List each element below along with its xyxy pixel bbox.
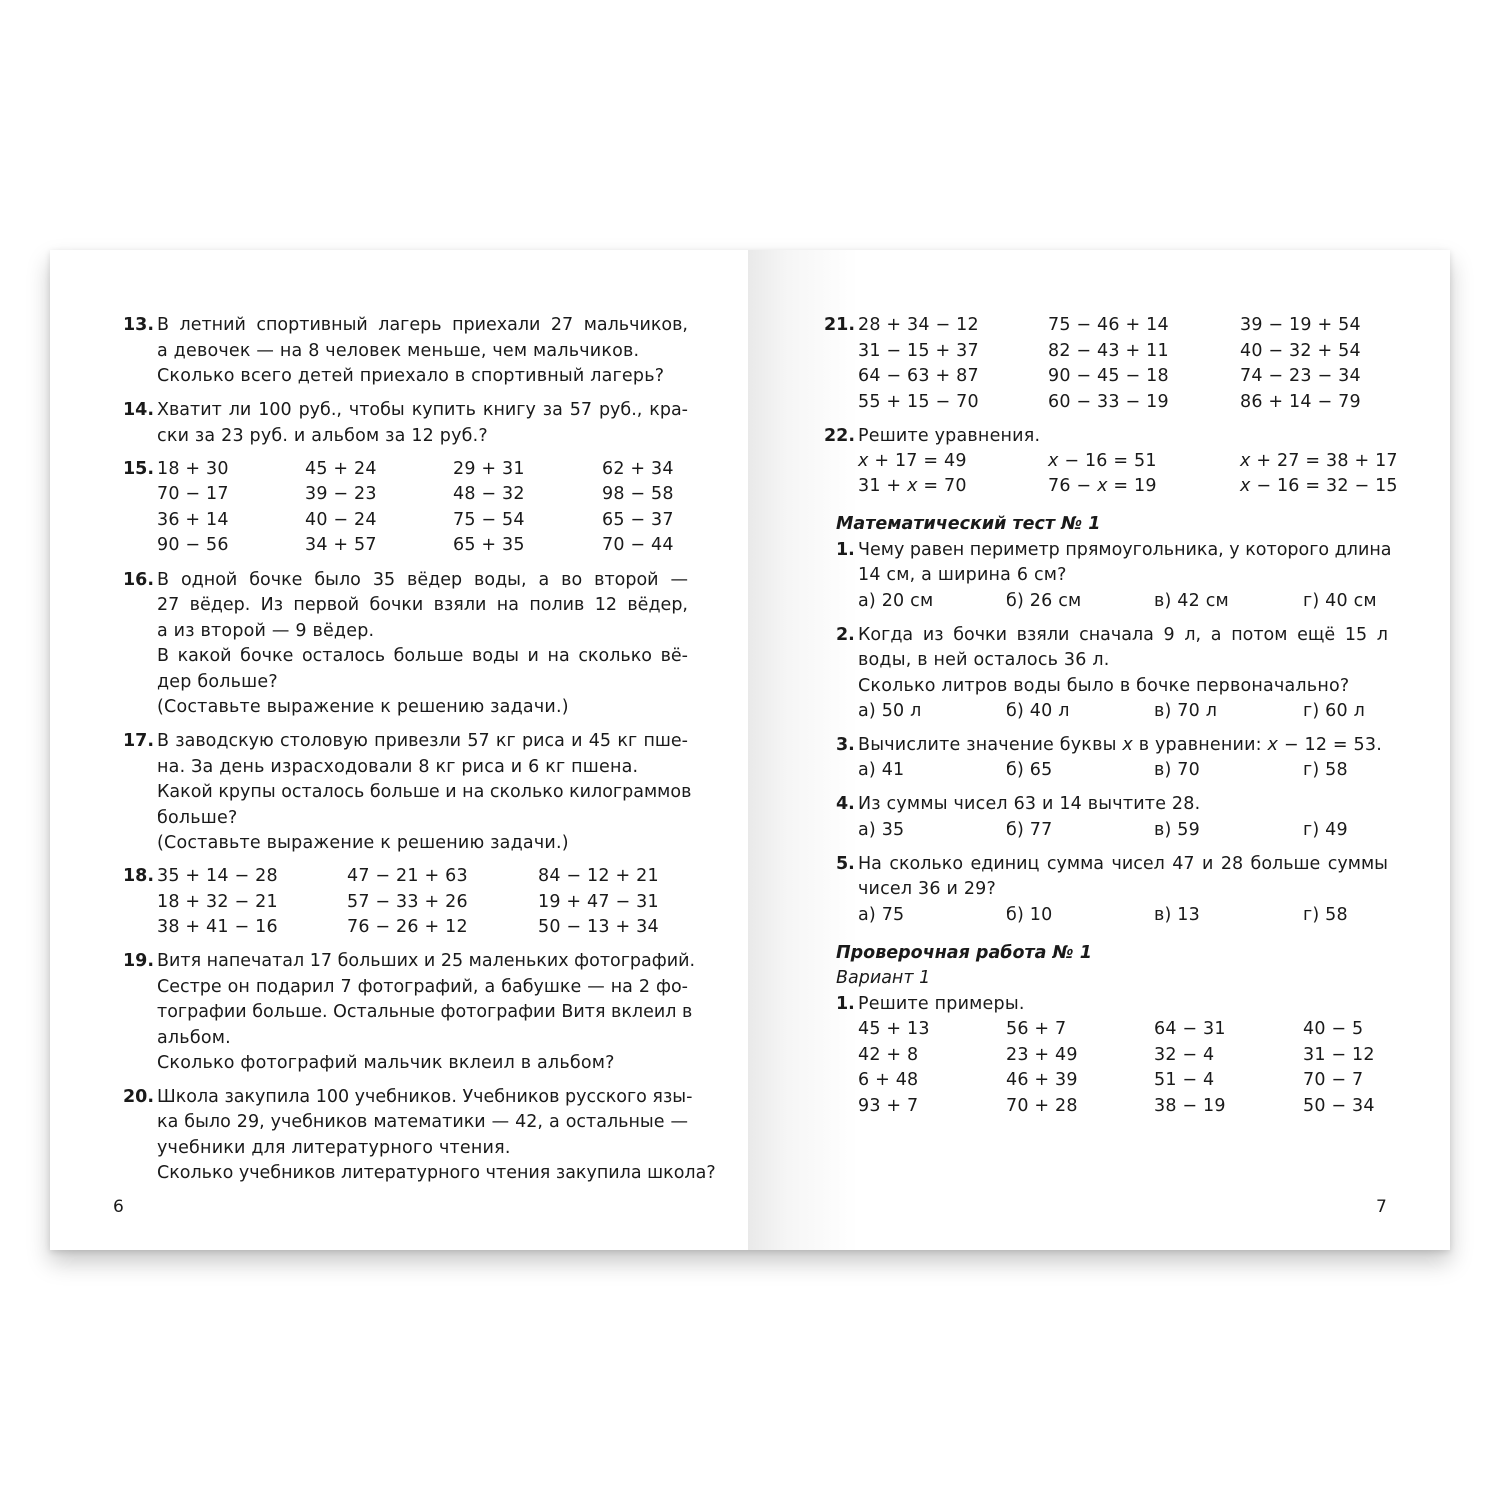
expression: 32 − 4: [1154, 1045, 1215, 1065]
equation: [858, 474, 967, 499]
task-text-line: Школа закупила 100 учебников. Учебников русского язы-: [157, 1087, 693, 1107]
variable: x: [1097, 476, 1108, 496]
expression: 64 − 63 + 87: [858, 366, 979, 386]
expression: 90 − 45 − 18: [1048, 366, 1169, 386]
answer-option[interactable]: г) 58: [1303, 760, 1348, 780]
expression: 40 − 5: [1303, 1019, 1364, 1039]
expression: 6 + 48: [858, 1070, 919, 1090]
task-text-line: Хватит ли 100 руб., чтобы купить книгу за 57 руб., кра-: [157, 400, 688, 420]
question-text-part: в уравнении:: [1132, 735, 1268, 755]
task-text-line: (Составьте выражение к решению задачи.): [157, 833, 569, 853]
variable: x: [1048, 451, 1059, 471]
task-text-line: больше?: [157, 808, 238, 828]
expression: 84 − 12 + 21: [538, 866, 659, 886]
task-number: 1.: [836, 994, 855, 1014]
expression: 55 + 15 − 70: [858, 392, 979, 412]
equation: [858, 449, 967, 474]
equation-rest: = 70: [917, 476, 967, 496]
answer-option[interactable]: а) 20 см: [858, 591, 934, 611]
task-text-line: Сестре он подарил 7 фотографий, а бабушке — на 2 фо-: [157, 977, 688, 997]
expression: 40 − 24: [305, 510, 377, 530]
task-number: 15.: [123, 459, 155, 479]
expression: 29 + 31: [453, 459, 525, 479]
task-text-line: ски за 23 руб. и альбом за 12 руб.?: [157, 426, 488, 446]
expression: 65 + 35: [453, 535, 525, 555]
equation: [1048, 449, 1157, 474]
expression: 18 + 32 − 21: [157, 892, 278, 912]
expression: 34 + 57: [305, 535, 377, 555]
question-text-line: Когда из бочки взяли сначала 9 л, а потом ещё 15 л: [858, 625, 1388, 645]
answer-option[interactable]: б) 65: [1006, 760, 1053, 780]
task-text-line: а из второй — 9 вёдер.: [157, 621, 375, 641]
answer-option[interactable]: а) 35: [858, 820, 905, 840]
task-number: 17.: [123, 731, 155, 751]
task-text-line: В летний спортивный лагерь приехали 27 мальчиков,: [157, 315, 688, 335]
task-text-line: В заводскую столовую привезли 57 кг риса и 45 кг пше-: [157, 731, 688, 751]
task-number: 16.: [123, 570, 155, 590]
expression: 51 − 4: [1154, 1070, 1215, 1090]
expression: 38 − 19: [1154, 1096, 1226, 1116]
question-text-line: 14 см, а ширина 6 см?: [858, 565, 1067, 585]
expression: 31 − 15 + 37: [858, 341, 979, 361]
expression: 19 + 47 − 31: [538, 892, 659, 912]
task-text-line: тографии больше. Остальные фотографии Витя вклеил в: [157, 1002, 693, 1022]
expression: 64 − 31: [1154, 1019, 1226, 1039]
answer-option[interactable]: г) 60 л: [1303, 701, 1366, 721]
question-number: 2.: [836, 625, 855, 645]
expression: 28 + 34 − 12: [858, 315, 979, 335]
book-spread: [50, 250, 1450, 1250]
expression: 82 − 43 + 11: [1048, 341, 1169, 361]
question-text-line: чисел 36 и 29?: [858, 879, 996, 899]
expression: 35 + 14 − 28: [157, 866, 278, 886]
answer-option[interactable]: б) 10: [1006, 905, 1053, 925]
equation-rest: = 19: [1107, 476, 1157, 496]
equation-rest: + 27 = 38 + 17: [1250, 451, 1398, 471]
answer-option[interactable]: б) 26 см: [1006, 591, 1082, 611]
variable: x: [1122, 735, 1133, 755]
task-text-line: Какой крупы осталось больше и на сколько килограммов: [157, 782, 692, 802]
expression: 42 + 8: [858, 1045, 919, 1065]
task-text-line: дер больше?: [157, 672, 278, 692]
answer-option[interactable]: а) 50 л: [858, 701, 922, 721]
expression: 40 − 32 + 54: [1240, 341, 1361, 361]
task-text-line: Витя напечатал 17 больших и 25 маленьких фотографий.: [157, 951, 696, 971]
expression: 90 − 56: [157, 535, 229, 555]
answer-option[interactable]: а) 41: [858, 760, 905, 780]
expression: 75 − 54: [453, 510, 525, 530]
equation: [1048, 474, 1157, 499]
task-number: 22.: [824, 426, 856, 446]
expression: 98 − 58: [602, 484, 674, 504]
expression: 31 − 12: [1303, 1045, 1375, 1065]
answer-option[interactable]: г) 40 см: [1303, 591, 1377, 611]
expression: 70 − 17: [157, 484, 229, 504]
expression: 74 − 23 − 34: [1240, 366, 1361, 386]
task-text-line: альбом.: [157, 1028, 231, 1048]
answer-option[interactable]: в) 59: [1154, 820, 1200, 840]
equation-rest: − 16 = 51: [1058, 451, 1157, 471]
task-number: 18.: [123, 866, 155, 886]
expression: 45 + 24: [305, 459, 377, 479]
expression: 39 − 19 + 54: [1240, 315, 1361, 335]
task-text-line: 27 вёдер. Из первой бочки взяли на полив 12 вёдер,: [157, 595, 688, 615]
task-text-line: а девочек — на 8 человек меньше, чем мальчиков.: [157, 341, 640, 361]
page-number: 6: [113, 1197, 124, 1217]
equation-part: 31 +: [858, 476, 908, 496]
task-number: 14.: [123, 400, 155, 420]
expression: 47 − 21 + 63: [347, 866, 468, 886]
expression: 50 − 13 + 34: [538, 917, 659, 937]
section-heading: Проверочная работа № 1: [836, 943, 1092, 963]
answer-option[interactable]: г) 58: [1303, 905, 1348, 925]
variable: x: [1267, 735, 1279, 755]
question-number: 4.: [836, 794, 855, 814]
expression: 70 + 28: [1006, 1096, 1078, 1116]
expression: 65 − 37: [602, 510, 674, 530]
expression: 57 − 33 + 26: [347, 892, 468, 912]
expression: 45 + 13: [858, 1019, 930, 1039]
task-title: Решите примеры.: [858, 994, 1025, 1014]
question-number: 1.: [836, 540, 855, 560]
expression: 56 + 7: [1006, 1019, 1067, 1039]
question-text-line: Из суммы чисел 63 и 14 вычтите 28.: [858, 794, 1201, 814]
question-text-line: [858, 733, 1382, 758]
variable: x: [858, 451, 869, 471]
variable: x: [1240, 476, 1251, 496]
task-text-line: на. За день израсходовали 8 кг риса и 6 кг пшена.: [157, 757, 639, 777]
expression: 93 + 7: [858, 1096, 919, 1116]
answer-option[interactable]: в) 70: [1154, 760, 1200, 780]
task-text-line: Сколько всего детей приехало в спортивный лагерь?: [157, 366, 665, 386]
task-number: 19.: [123, 951, 155, 971]
question-text-line: воды, в ней осталось 36 л.: [858, 650, 1110, 670]
expression: 46 + 39: [1006, 1070, 1078, 1090]
answer-option[interactable]: б) 77: [1006, 820, 1053, 840]
question-number: 5.: [836, 854, 855, 874]
expression: 39 − 23: [305, 484, 377, 504]
task-text-line: В одной бочке было 35 вёдер воды, а во второй —: [157, 570, 688, 590]
answer-option[interactable]: г) 49: [1303, 820, 1348, 840]
equation-rest: + 17 = 49: [868, 451, 967, 471]
task-text-line: В какой бочке осталось больше воды и на сколько вё-: [157, 646, 688, 666]
left-page: [50, 250, 748, 1250]
answer-option[interactable]: б) 40 л: [1006, 701, 1070, 721]
expression: 60 − 33 − 19: [1048, 392, 1169, 412]
task-text-line: Сколько фотографий мальчик вклеил в альбом?: [157, 1053, 615, 1073]
right-page: [748, 250, 1450, 1250]
expression: 75 − 46 + 14: [1048, 315, 1169, 335]
answer-option[interactable]: в) 13: [1154, 905, 1200, 925]
question-text-line: На сколько единиц сумма чисел 47 и 28 больше суммы: [858, 854, 1388, 874]
equation: [1240, 449, 1398, 474]
expression: 23 + 49: [1006, 1045, 1078, 1065]
expression: 48 − 32: [453, 484, 525, 504]
expression: 62 + 34: [602, 459, 674, 479]
task-text-line: ка было 29, учебников математики — 42, а остальные —: [157, 1112, 688, 1132]
expression: 86 + 14 − 79: [1240, 392, 1361, 412]
answer-option[interactable]: а) 75: [858, 905, 905, 925]
task-number: 20.: [123, 1087, 155, 1107]
variable: x: [907, 476, 918, 496]
question-text-part: Вычислите значение буквы: [858, 735, 1123, 755]
expression: 18 + 30: [157, 459, 229, 479]
expression: 70 − 44: [602, 535, 674, 555]
task-text-line: учебники для литературного чтения.: [157, 1138, 511, 1158]
expression: 50 − 34: [1303, 1096, 1375, 1116]
equation-rest: − 16 = 32 − 15: [1250, 476, 1398, 496]
equation-part: 76 −: [1048, 476, 1098, 496]
question-text-part: − 12 = 53.: [1278, 735, 1382, 755]
task-number: 13.: [123, 315, 155, 335]
task-text-line: Сколько учебников литературного чтения закупила школа?: [157, 1163, 716, 1183]
question-text-line: Чему равен периметр прямоугольника, у которого длина: [858, 540, 1392, 560]
expression: 70 − 7: [1303, 1070, 1364, 1090]
answer-option[interactable]: в) 42 см: [1154, 591, 1229, 611]
expression: 38 + 41 − 16: [157, 917, 278, 937]
question-text-line: Сколько литров воды было в бочке первоначально?: [858, 676, 1350, 696]
variable: x: [1240, 451, 1251, 471]
expression: 36 + 14: [157, 510, 229, 530]
page-number: 7: [1376, 1197, 1387, 1217]
variant-label: Вариант 1: [836, 968, 931, 988]
answer-option[interactable]: в) 70 л: [1154, 701, 1218, 721]
task-title: Решите уравнения.: [858, 426, 1041, 446]
section-heading: Математический тест № 1: [836, 514, 1101, 534]
equation: [1240, 474, 1398, 499]
task-number: 21.: [824, 315, 856, 335]
question-number: 3.: [836, 735, 855, 755]
task-text-line: (Составьте выражение к решению задачи.): [157, 697, 569, 717]
expression: 76 − 26 + 12: [347, 917, 468, 937]
